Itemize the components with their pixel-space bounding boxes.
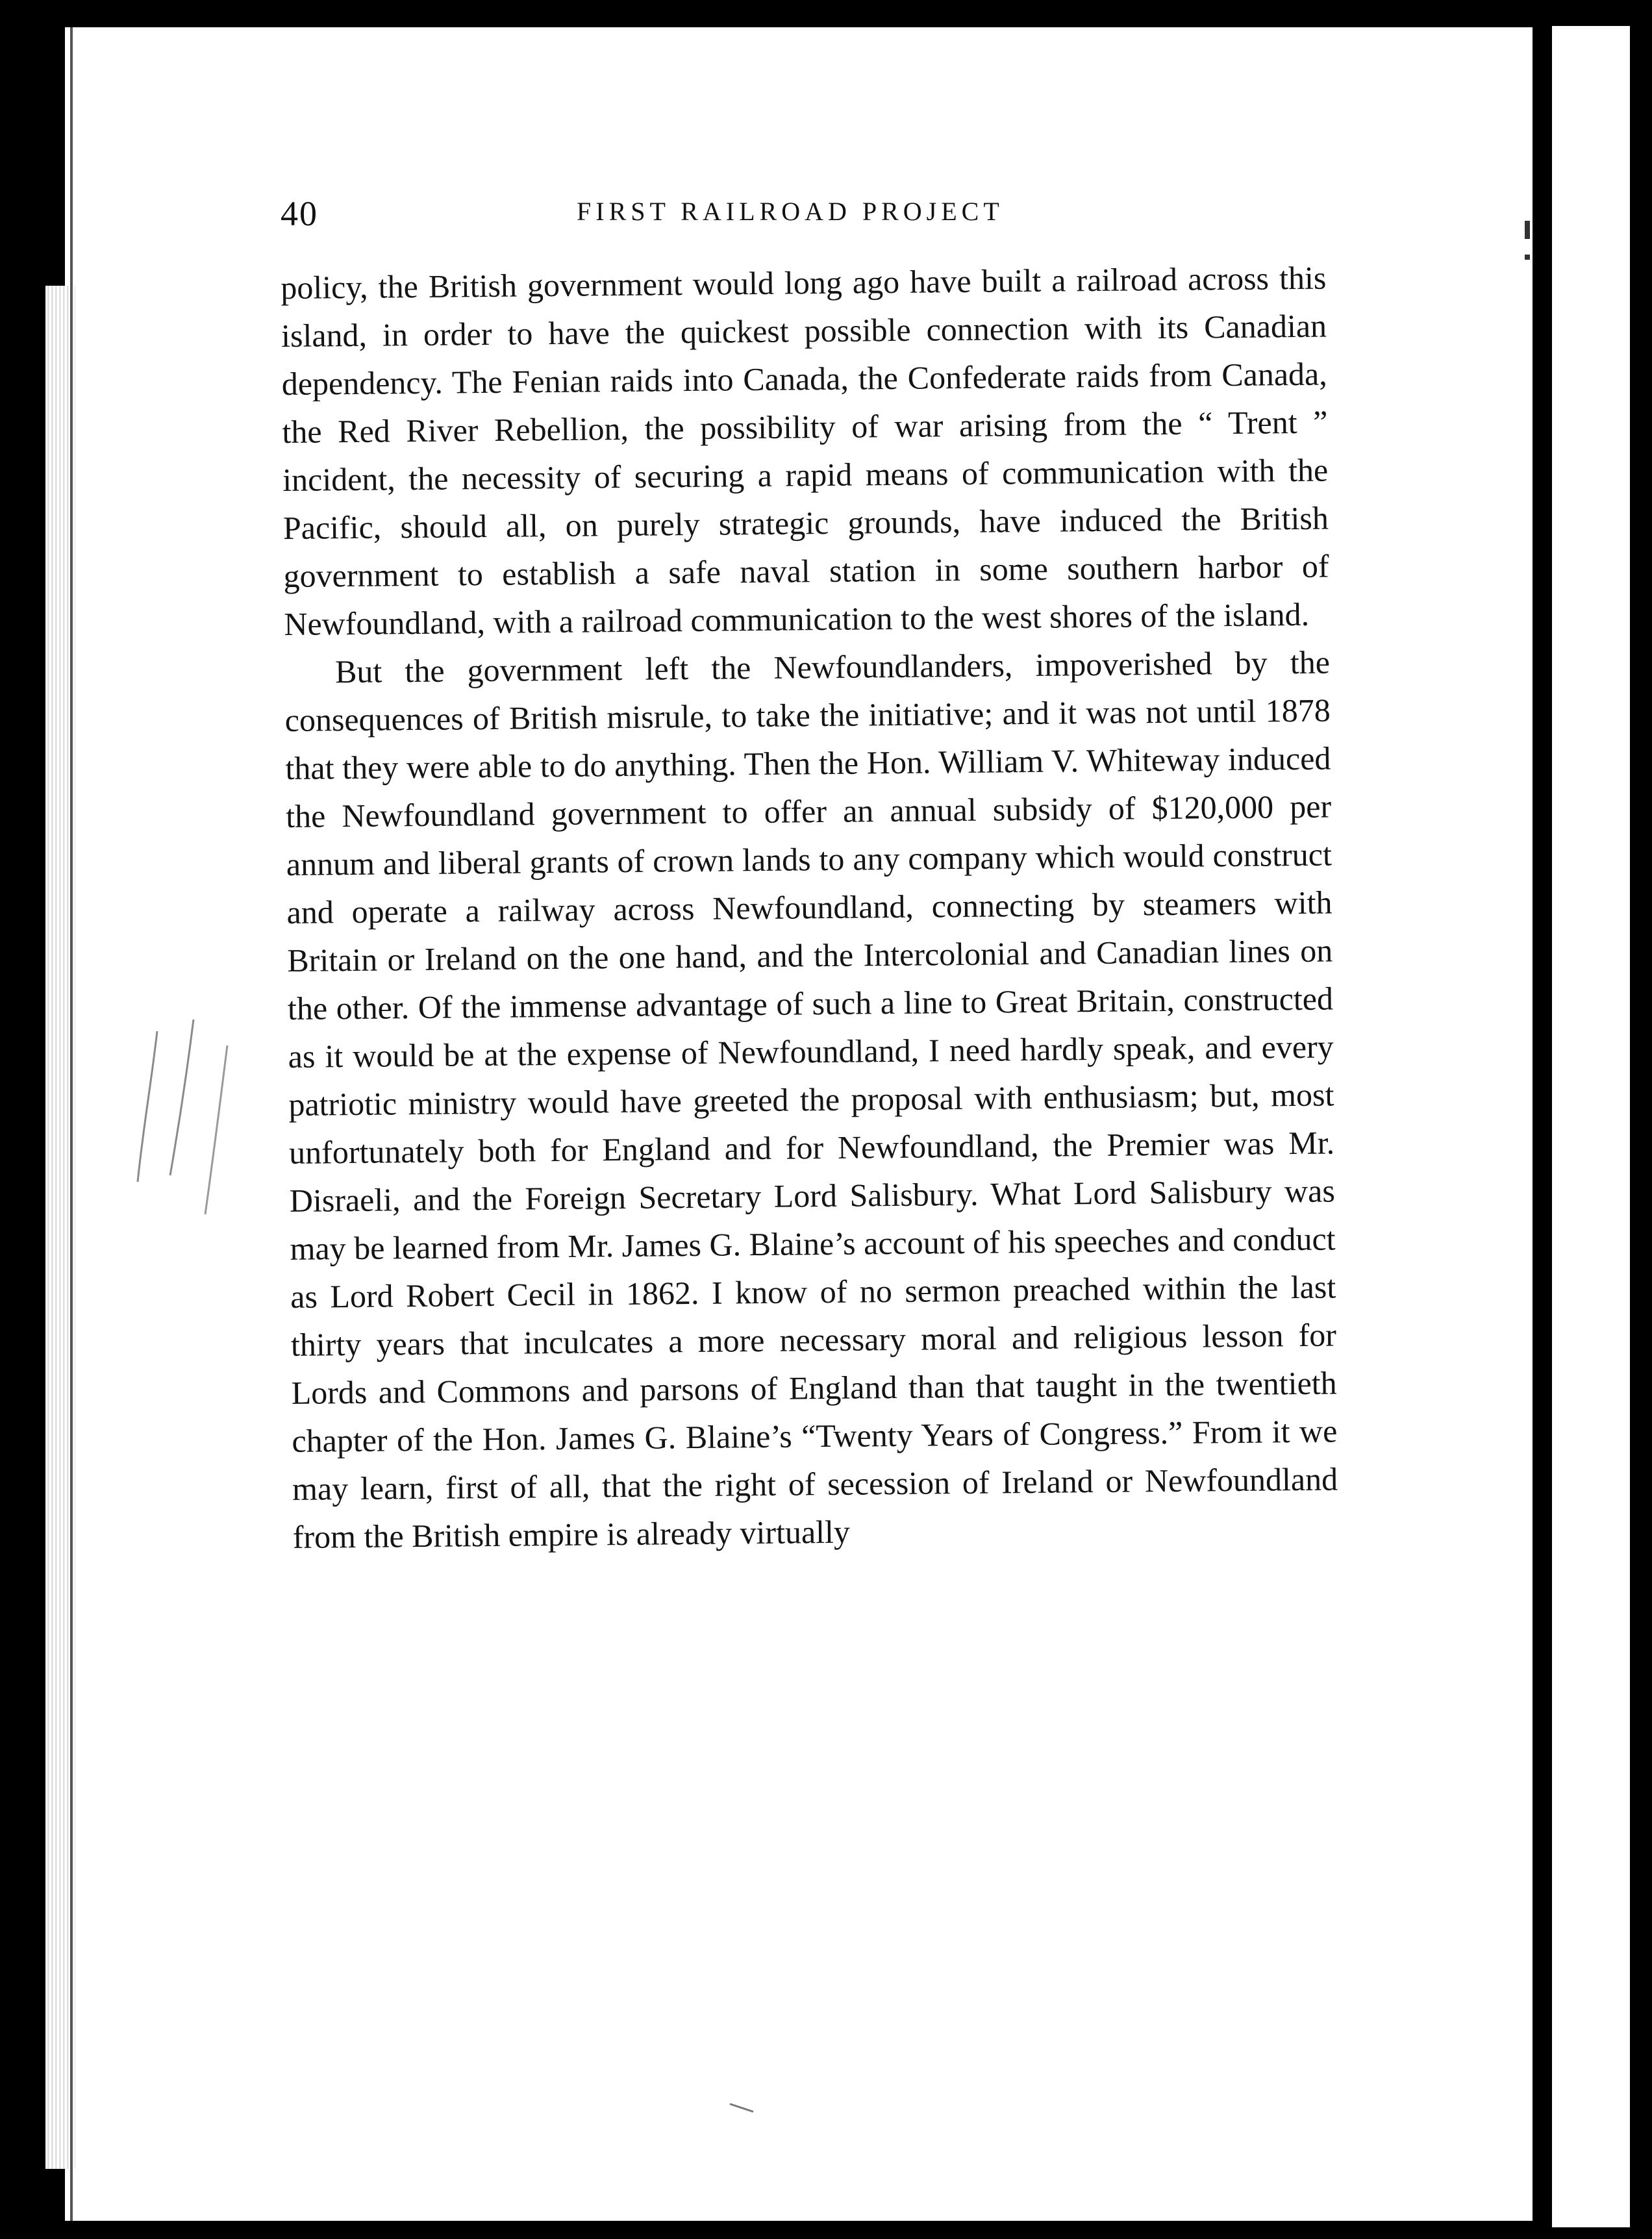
top-scan-shadow — [65, 0, 494, 19]
page-number: 40 — [281, 194, 318, 233]
page-left-edge — [70, 27, 73, 2221]
body-text — [281, 254, 1343, 2017]
facing-page-mark — [1525, 221, 1530, 239]
paragraph: But the government left the Newfoundlanders, impoverished by the consequences of British misrule, to take the initiative; and it was not until 1878 that they were able to do anything. Then the Hon. William V. Whiteway induced the Newfoundland government to offer an annual subsidy of $120,000 per annum and liberal grants of crown lands to any company which would construct and operate a railway across Newfoundland, connecting by steamers with Britain or Ireland on the one hand, and the Intercolonial and Canadian lines on the other. Of the immense advantage of such a line to Great Britain, constructed as it would be at the expense of Newfoundland, I need hardly speak, and every patriotic ministry would have greeted the proposal with enthusiasm; but, most unfortunately both for England and for Newfoundland, the Premier was Mr. Disraeli, and the Foreign Secretary Lord Salisbury. What Lord Salisbury was may be learned from Mr. James G. Blaine’s account of his speeches and conduct as Lord Robert Cecil in 1862. I know of no sermon preached within the last thirty years that inculcates a more necessary moral and religious lesson for Lords and Commons and parsons of England than that taught in the twentieth chapter of the Hon. James G. Blaine’s “Twenty Years of Congress.” From it we may learn, first of all, that the right of secession of Ireland or Newfoundland from the British empire is already virtually — [284, 644, 1338, 1555]
pencil-margin-mark — [123, 1019, 240, 1227]
scan-speck — [727, 2101, 760, 2114]
paragraph: policy, the British government would long ago have built a railroad across this island, in order to have the quickest possible connection with its Canadian dependency. The Fenian raids into Canada, the Confederate raids from Canada, the Red River Rebellion, the possibility of war arising from the “ Trent ” incident, the necessity of securing a rapid means of communication with the Pacific, should all, on purely strategic grounds, have induced the British government to establish a safe naval station in some southern harbor of Newfoundland, with a railroad communication to the west shores of the island. — [281, 259, 1329, 642]
page-header — [281, 194, 1326, 232]
facing-page-mark — [1525, 255, 1530, 260]
facing-page-edge — [1546, 26, 1630, 2227]
running-head: FIRST RAILROAD PROJECT — [577, 197, 1004, 226]
